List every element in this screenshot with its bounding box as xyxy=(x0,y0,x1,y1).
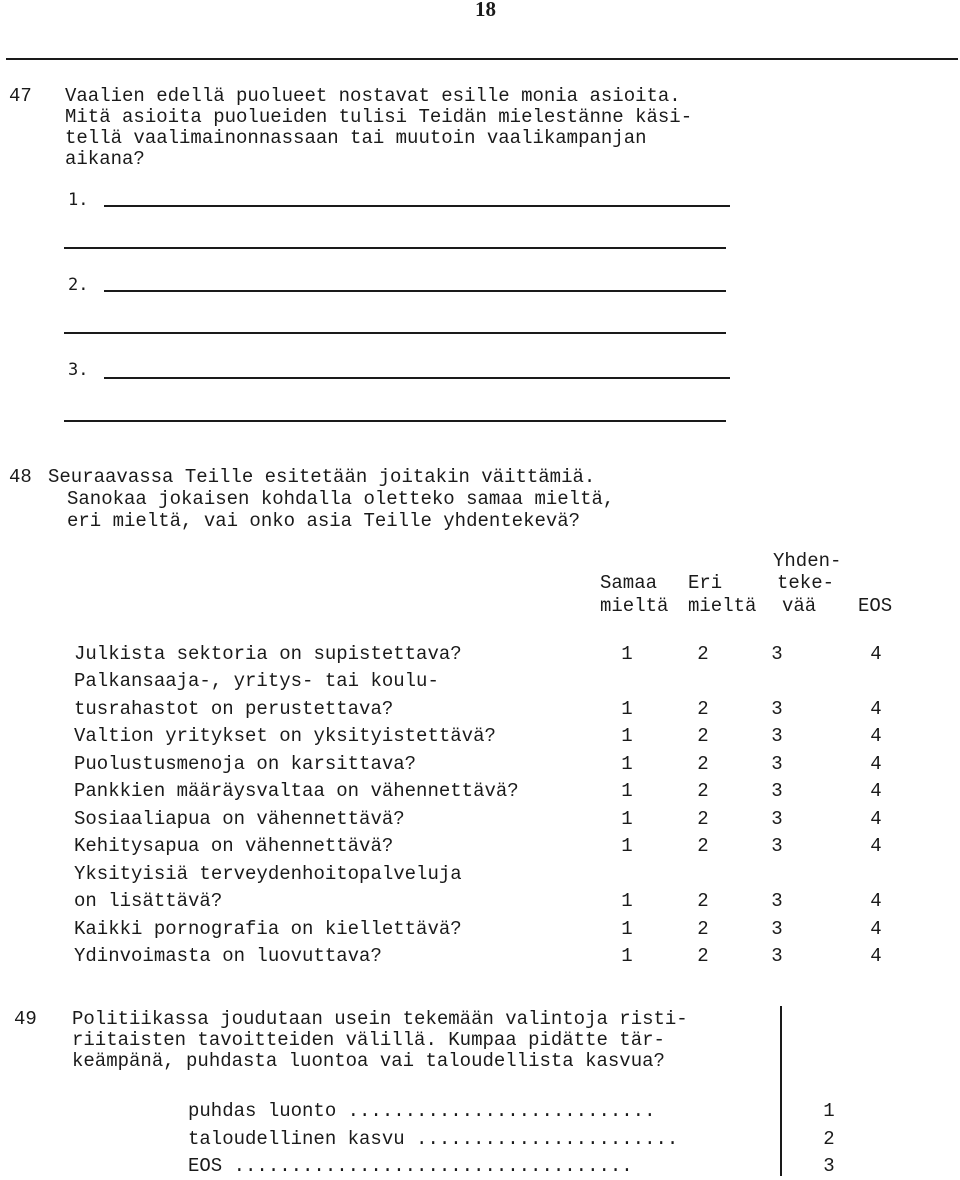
q48-text-line-3: eri mieltä, vai onko asia Teille yhdentekevä? xyxy=(67,510,581,532)
q49-option-1-code[interactable]: 1 xyxy=(823,1100,835,1122)
q47-text-line-1: Vaalien edellä puolueet nostavat esille monia asioita. xyxy=(65,85,681,107)
statement-8-code-1[interactable]: 1 xyxy=(621,890,633,912)
statement-2-line-1: Palkansaaja-, yritys- tai koulu- xyxy=(74,670,439,692)
statement-9-code-2[interactable]: 2 xyxy=(697,918,709,940)
q49-option-3-label: EOS ................................... xyxy=(188,1155,633,1177)
statement-3-code-2[interactable]: 2 xyxy=(697,725,709,747)
statement-1-code-1[interactable]: 1 xyxy=(621,643,633,665)
statement-4-code-3[interactable]: 3 xyxy=(771,753,783,775)
statement-7-code-3[interactable]: 3 xyxy=(771,835,783,857)
q49-option-2-label: taloudellinen kasvu ....................... xyxy=(188,1128,679,1150)
header-rule xyxy=(6,58,958,60)
statement-1-code-3[interactable]: 3 xyxy=(771,643,783,665)
q47-text-line-2: Mitä asioita puolueiden tulisi Teidän mielestänne käsi- xyxy=(65,106,693,128)
statement-3-code-4[interactable]: 4 xyxy=(870,725,882,747)
q47-answer-line-1b[interactable] xyxy=(64,247,726,249)
q47-answer-line-3b[interactable] xyxy=(64,420,726,422)
statement-2-code-1[interactable]: 1 xyxy=(621,698,633,720)
statement-6-code-2[interactable]: 2 xyxy=(697,808,709,830)
statement-5-line-1: Pankkien määräysvaltaa on vähennettävä? xyxy=(74,780,519,802)
statement-7-code-4[interactable]: 4 xyxy=(870,835,882,857)
statement-9-code-4[interactable]: 4 xyxy=(870,918,882,940)
statement-5-code-4[interactable]: 4 xyxy=(870,780,882,802)
statement-7-code-1[interactable]: 1 xyxy=(621,835,633,857)
statement-10-line-1: Ydinvoimasta on luovuttava? xyxy=(74,945,382,967)
statement-5-code-1[interactable]: 1 xyxy=(621,780,633,802)
q47-answer-label-3: 3. xyxy=(68,360,89,380)
header-eos: EOS xyxy=(858,595,893,617)
statement-7-code-2[interactable]: 2 xyxy=(697,835,709,857)
q49-number: 49 xyxy=(14,1008,37,1030)
statement-7-line-1: Kehitysapua on vähennettävä? xyxy=(74,835,394,857)
q49-option-2-code[interactable]: 2 xyxy=(823,1128,835,1150)
statement-8-line-1: Yksityisiä terveydenhoitopalveluja xyxy=(74,863,462,885)
q47-text-line-3: tellä vaalimainonnassaan tai muutoin vaalikampanjan xyxy=(65,127,647,149)
statement-8-code-3[interactable]: 3 xyxy=(771,890,783,912)
statement-10-code-2[interactable]: 2 xyxy=(697,945,709,967)
q49-option-3-code[interactable]: 3 xyxy=(823,1155,835,1177)
q48-text-line-2: Sanokaa jokaisen kohdalla oletteko samaa mieltä, xyxy=(67,488,615,510)
q49-text-line-3: keämpänä, puhdasta luontoa vai taloudellista kasvua? xyxy=(72,1050,665,1072)
q48-number: 48 xyxy=(9,466,32,488)
statement-10-code-3[interactable]: 3 xyxy=(771,945,783,967)
statement-1-line-1: Julkista sektoria on supistettava? xyxy=(74,643,462,665)
q49-text-line-2: riitaisten tavoitteiden välillä. Kumpaa pidätte tär- xyxy=(72,1029,665,1051)
statement-10-code-4[interactable]: 4 xyxy=(870,945,882,967)
q49-text-line-1: Politiikassa joudutaan usein tekemään valintoja risti- xyxy=(72,1008,688,1030)
statement-6-line-1: Sosiaaliapua on vähennettävä? xyxy=(74,808,405,830)
header-eri-line-2: mieltä xyxy=(688,595,757,617)
statement-1-code-4[interactable]: 4 xyxy=(870,643,882,665)
header-yhdentekeva-line-2: teke- xyxy=(777,572,835,594)
q47-answer-label-2: 2. xyxy=(68,275,89,295)
header-yhdentekeva-line-3: vää xyxy=(782,595,817,617)
statement-2-code-2[interactable]: 2 xyxy=(697,698,709,720)
statement-9-code-3[interactable]: 3 xyxy=(771,918,783,940)
header-samaa-line-1: Samaa xyxy=(600,572,658,594)
statement-8-code-2[interactable]: 2 xyxy=(697,890,709,912)
statement-2-code-4[interactable]: 4 xyxy=(870,698,882,720)
statement-4-code-1[interactable]: 1 xyxy=(621,753,633,775)
statement-10-code-1[interactable]: 1 xyxy=(621,945,633,967)
q47-answer-line-1a[interactable] xyxy=(104,205,730,207)
statement-6-code-3[interactable]: 3 xyxy=(771,808,783,830)
statement-3-code-1[interactable]: 1 xyxy=(621,725,633,747)
statement-4-code-2[interactable]: 2 xyxy=(697,753,709,775)
q49-option-1-label: puhdas luonto ........................... xyxy=(188,1100,656,1122)
statement-1-code-2[interactable]: 2 xyxy=(697,643,709,665)
statement-2-line-2: tusrahastot on perustettava? xyxy=(74,698,394,720)
q47-number: 47 xyxy=(9,85,32,107)
q47-answer-line-3a[interactable] xyxy=(104,377,730,379)
statement-9-line-1: Kaikki pornografia on kiellettävä? xyxy=(74,918,462,940)
q47-text-line-4: aikana? xyxy=(65,148,145,170)
q47-answer-line-2a[interactable] xyxy=(104,290,726,292)
q47-answer-label-1: 1. xyxy=(68,190,89,210)
statement-4-line-1: Puolustusmenoja on karsittava? xyxy=(74,753,417,775)
statement-3-code-3[interactable]: 3 xyxy=(771,725,783,747)
statement-9-code-1[interactable]: 1 xyxy=(621,918,633,940)
q47-answer-line-2b[interactable] xyxy=(64,332,726,334)
q48-text-line-1: Seuraavassa Teille esitetään joitakin väittämiä. xyxy=(48,466,596,488)
statement-4-code-4[interactable]: 4 xyxy=(870,753,882,775)
statement-6-code-1[interactable]: 1 xyxy=(621,808,633,830)
q49-answer-divider xyxy=(780,1006,782,1176)
statement-6-code-4[interactable]: 4 xyxy=(870,808,882,830)
header-yhdentekeva-line-1: Yhden- xyxy=(773,550,842,572)
statement-2-code-3[interactable]: 3 xyxy=(771,698,783,720)
statement-5-code-3[interactable]: 3 xyxy=(771,780,783,802)
header-samaa-line-2: mieltä xyxy=(600,595,669,617)
statement-3-line-1: Valtion yritykset on yksityistettävä? xyxy=(74,725,496,747)
page-number: 18 xyxy=(475,0,496,21)
statement-8-line-2: on lisättävä? xyxy=(74,890,223,912)
statement-5-code-2[interactable]: 2 xyxy=(697,780,709,802)
header-eri-line-1: Eri xyxy=(688,572,723,594)
statement-8-code-4[interactable]: 4 xyxy=(870,890,882,912)
